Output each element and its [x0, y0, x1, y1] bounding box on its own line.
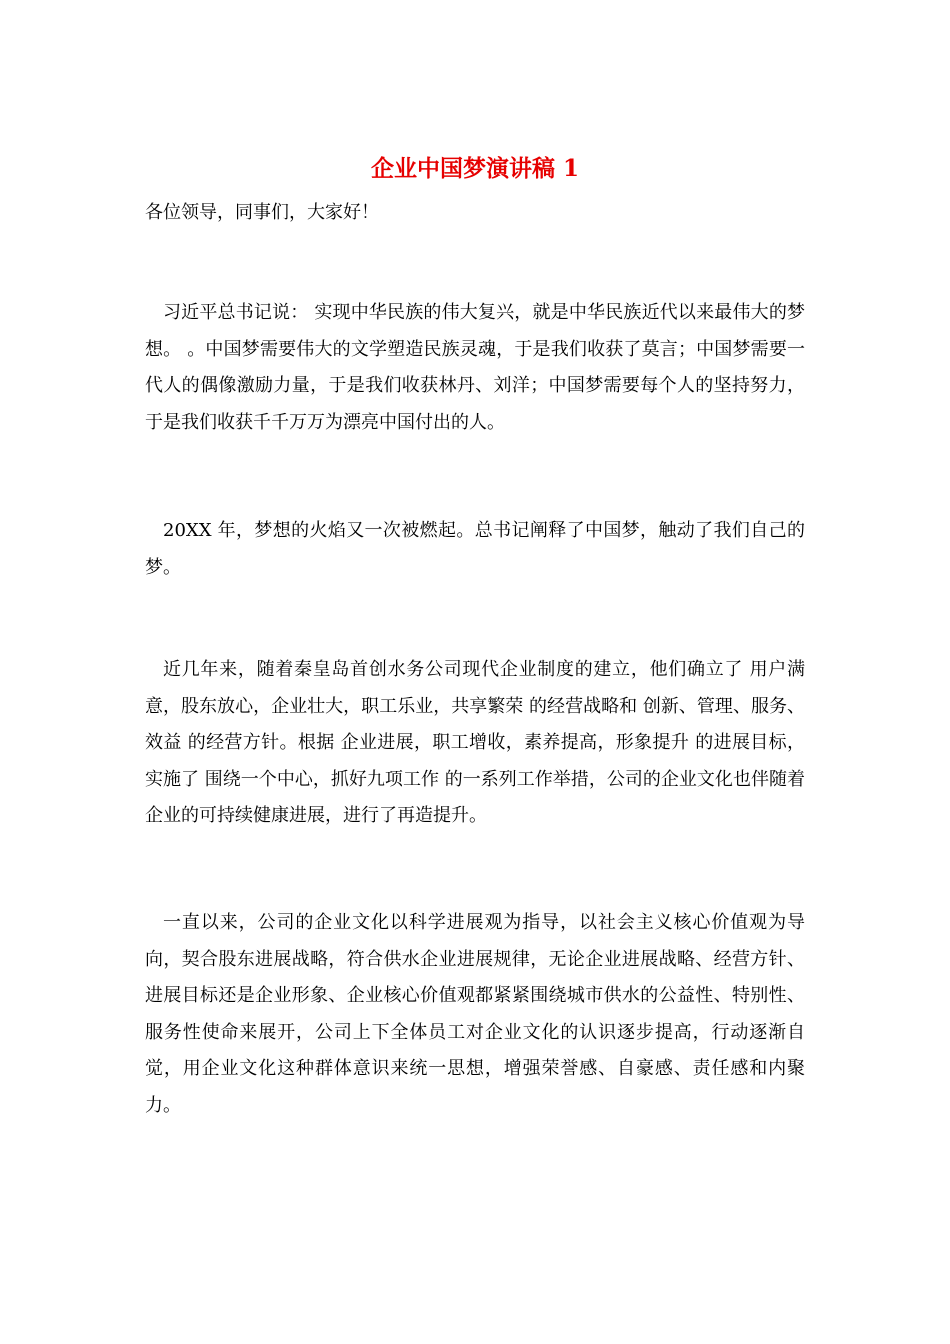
- paragraph-2: 20XX 年，梦想的火焰又一次被燃起。总书记阐释了中国梦，触动了我们自己的梦。: [145, 520, 805, 578]
- paragraph-4: 一直以来，公司的企业文化以科学进展观为指导，以社会主义核心价值观为导向，契合股东进展战略，符合供水企业进展规律，无论企业进展战略、经营方针、进展目标还是企业形象、企业核心价值观都紧紧围绕城市供水的公益性、特别性、服务性使命来展开，公司上下全体员工对企业文化的认识逐步提高，行动逐渐自觉，用企业文化这种群体意识来统一思想，增强荣誉感、自豪感、责任感和内聚力。: [145, 912, 805, 1116]
- document-title: 企业中国梦演讲稿 1: [370, 155, 579, 182]
- paragraph-3: 近几年来，随着秦皇岛首创水务公司现代企业制度的建立，他们确立了 用户满意，股东放心，企业壮大，职工乐业，共享繁荣 的经营战略和 创新、管理、服务、效益 的经营方针。根据 企业进展，职工增收，素养提高，形象提升 的进展目标，实施了 围绕一个中心，抓好九项工作 的一系列工作举措，公司的企业文化也伴随着企业的可持续健康进展，进行了再造提升。: [145, 659, 805, 826]
- greeting-line: 各位领导，同事们，大家好！: [145, 202, 379, 223]
- paragraph-1: 习近平总书记说： 实现中华民族的伟大复兴，就是中华民族近代以来最伟大的梦想。 。中国梦需要伟大的文学塑造民族灵魂，于是我们收获了莫言；中国梦需要一代人的偶像激励力量，于是我们收获林丹、刘洋；中国梦需要每个人的坚持努力，于是我们收获千千万万为漂亮中国付出的人。: [145, 302, 805, 433]
